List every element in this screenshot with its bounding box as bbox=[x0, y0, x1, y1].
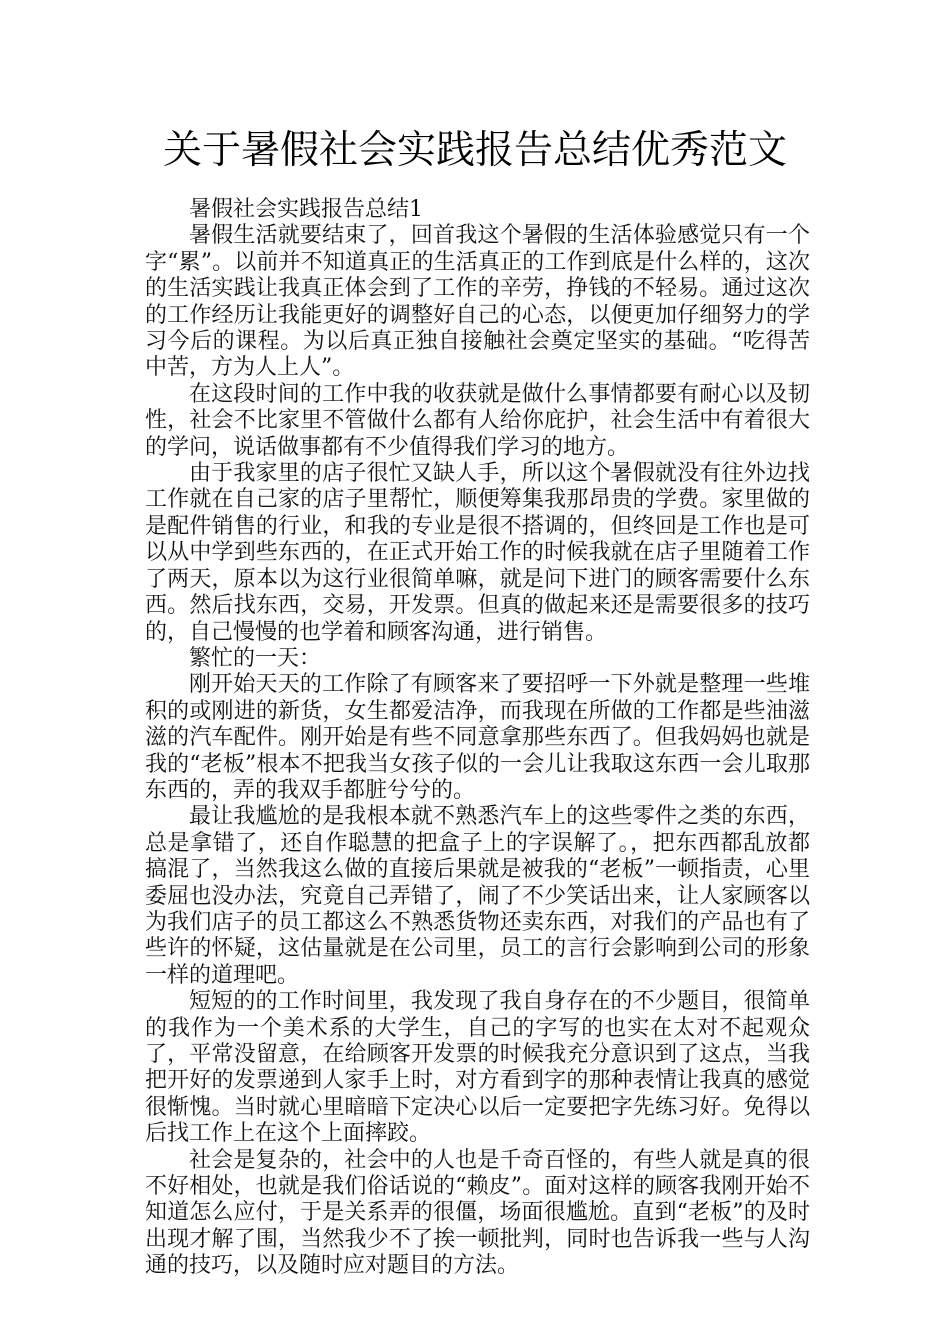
document-title: 关于暑假社会实践报告总结优秀范文 bbox=[162, 128, 787, 173]
subheading: 繁忙的一天： bbox=[189, 645, 322, 671]
paragraph: 最让我尴尬的是我根本就不熟悉汽车上的这些零件之类的东西，总是拿错了，还自作聪慧的把盒子上的字误解了。，把东西都乱放都搞混了，当然我这么做的直接后果就是被我的“老板”一顿指责，心里委屈也没办法，究竟自己弄错了，闹了不少笑话出来，让人家顾客以为我们店子的员工都这么不熟悉货物还卖东西，对我们的产品也有了些许的怀疑，这估量就是在公司里，员工的言行会影响到公司的形象一样的道理吧。 bbox=[145, 804, 810, 988]
paragraph: 社会是复杂的，社会中的人也是千奇百怪的，有些人就是真的很不好相处，也就是我们俗话说的“赖皮”。面对这样的顾客我刚开始不知道怎么应付，于是关系弄的很僵，场面很尴尬。直到“老板”的及时出现才解了围，当然我少不了挨一顿批判，同时也告诉我一些与人沟通的技巧，以及随时应对题目的方法。 bbox=[145, 1147, 810, 1279]
paragraph: 由于我家里的店子很忙又缺人手，所以这个暑假就没有往外边找工作就在自己家的店子里帮忙，顺便筹集我那昂贵的学费。家里做的是配件销售的行业，和我的专业是很不搭调的，但终回是工作也是可以从中学到些东西的，在正式开始工作的时候我就在店子里随着工作了两天，原本以为这行业很简单嘛，就是问下进门的顾客需要什么东西。然后找东西，交易，开发票。但真的做起来还是需要很多的技巧的，自己慢慢的也学着和顾客沟通，进行销售。 bbox=[145, 461, 810, 645]
paragraph: 刚开始天天的工作除了有顾客来了要招呼一下外就是整理一些堆积的或刚进的新货，女生都爱洁净，而我现在所做的工作都是些油滋滋的汽车配件。刚开始是有些不同意拿那些东西了。但我妈妈也就是我的“老板”根本不把我当女孩子似的一会儿让我取这东西一会儿取那东西的，弄的我双手都脏兮兮的。 bbox=[145, 672, 810, 803]
paragraph: 短短的的工作时间里，我发现了我自身存在的不少题目，很简单的我作为一个美术系的大学生，自己的字写的也实在太对不起观众了，平常没留意，在给顾客开发票的时候我充分意识到了这点，当我把开好的发票递到人家手上时，对方看到字的那种表情让我真的感觉很惭愧。当时就心里暗暗下定决心以后一定要把字先练习好。免得以后找工作上在这个上面摔跤。 bbox=[145, 989, 810, 1147]
section-heading: 暑假社会实践报告总结1 bbox=[189, 197, 423, 222]
paragraph: 在这段时间的工作中我的收获就是做什么事情都要有耐心以及韧性，社会不比家里不管做什么都有人给你庇护，社会生活中有着很大的学问，说话做事都有不少值得我们学习的地方。 bbox=[145, 381, 810, 460]
paragraph: 暑假生活就要结束了，回首我这个暑假的生活体验感觉只有一个字“累”。以前并不知道真正的生活真正的工作到底是什么样的，这次的生活实践让我真正体会到了工作的辛劳，挣钱的不轻易。通过这次的工作经历让我能更好的调整好自己的心态，以便更加仔细努力的学习今后的课程。为以后真正独自接触社会奠定坚实的基础。“吃得苦中苦，方为人上人”。 bbox=[145, 223, 810, 381]
document-body bbox=[145, 197, 810, 1280]
